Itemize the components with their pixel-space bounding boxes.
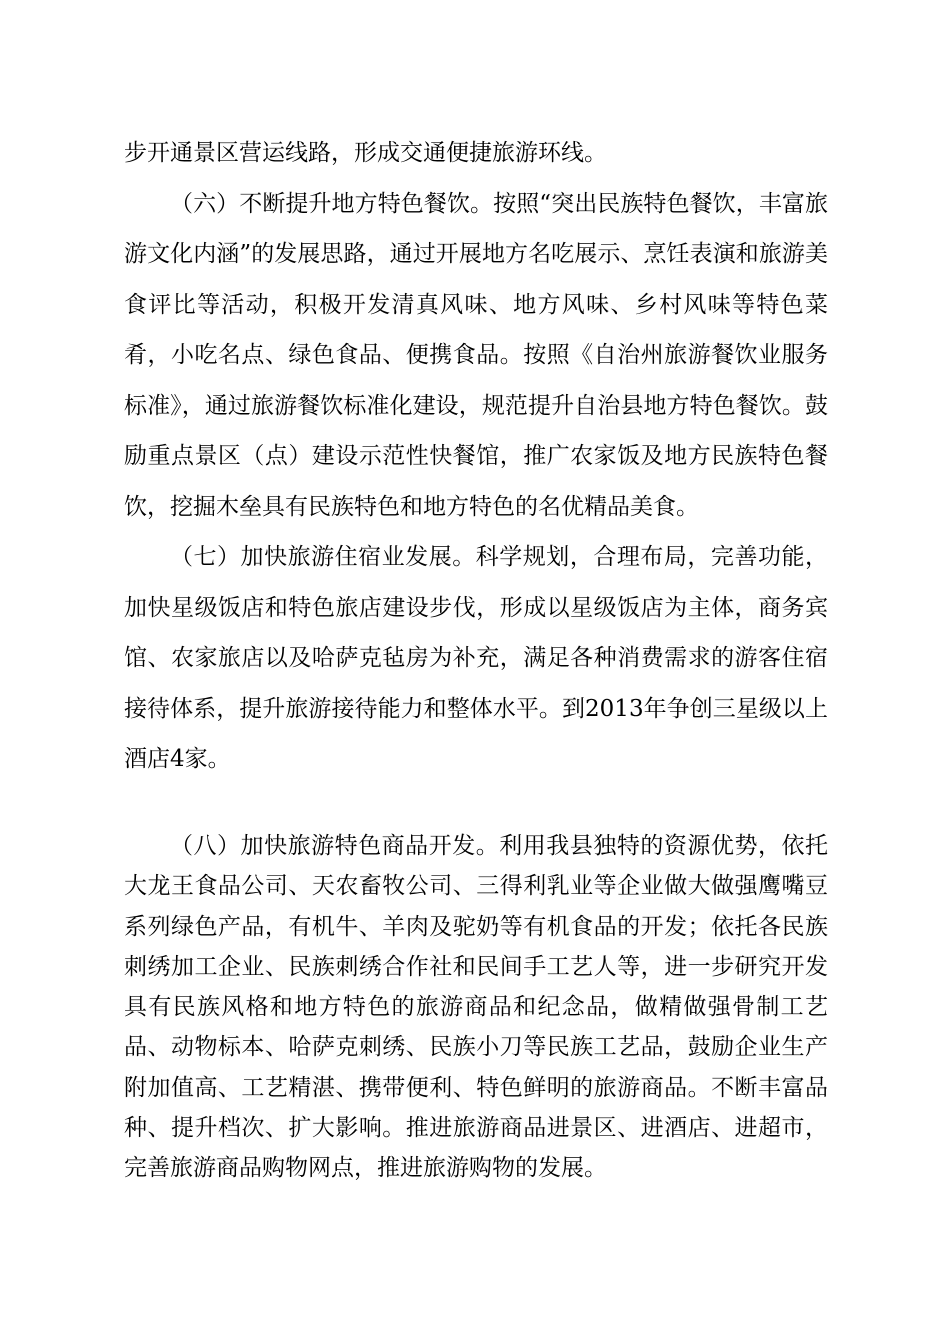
paragraph-transport-routes: 步开通景区营运线路，形成交通便捷旅游环线。 <box>124 140 607 166</box>
paragraph-tourist-products: （八）加快旅游特色商品开发。利用我县独特的资源优势，依托大龙王食品公司、天农畜牧公司、三得利乳业等企业做大做强鹰嘴豆系列绿色产品，有机牛、羊肉及驼奶等有机食品的开发；依托各民族刺绣加工企业、民族刺绣合作社和民间手工艺人等，进一步研究开发具有民族风格和地方特色的旅游商品和纪念品，做精做强骨制工艺品、动物标本、哈萨克刺绣、民族小刀等民族工艺品，鼓励企业生产附加值高、工艺精湛、携带便利、特色鲜明的旅游商品。不断丰富品种、提升档次、扩大影响。推进旅游商品进景区、进酒店、进超市，完善旅游商品购物网点，推进旅游购物的发展。 <box>124 833 828 1182</box>
document-body-upper <box>124 128 828 785</box>
paragraph-local-cuisine: （六）不断提升地方特色餐饮。按照“突出民族特色餐饮，丰富旅游文化内涵”的发展思路，通过开展地方名吃展示、烹饪表演和旅游美食评比等活动，积极开发清真风味、地方风味、乡村风味等特色菜肴，小吃名点、绿色食品、便携食品。按照《自治州旅游餐饮业服务标准》，通过旅游餐饮标准化建设，规范提升自治县地方特色餐饮。鼓励重点景区（点）建设示范性快餐馆，推广农家饭及地方民族特色餐饮，挖掘木垒具有民族特色和地方特色的名优精品美食。 <box>124 190 828 520</box>
paragraph-accommodation: （七）加快旅游住宿业发展。科学规划，合理布局，完善功能，加快星级饭店和特色旅店建设步伐，形成以星级饭店为主体，商务宾馆、农家旅店以及哈萨克毡房为补充，满足各种消费需求的游客住宿接待体系，提升旅游接待能力和整体水平。到2013年争创三星级以上酒店4家。 <box>124 544 828 772</box>
document-body-lower <box>124 826 828 1189</box>
